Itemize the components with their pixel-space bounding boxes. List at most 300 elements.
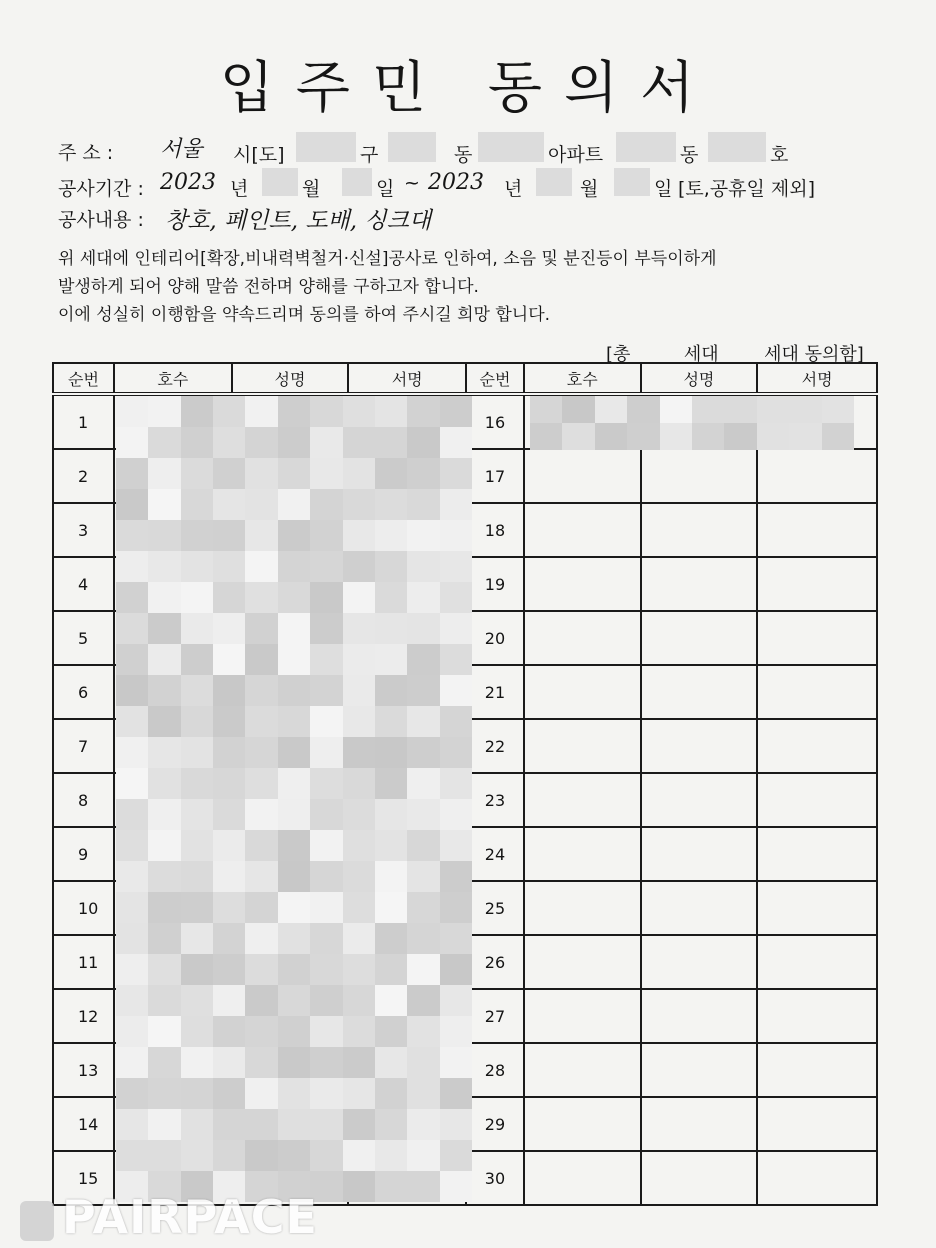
seq-cell: 8: [53, 773, 114, 827]
signature-cell: [757, 449, 877, 503]
mosaic-tile: [245, 954, 277, 985]
signature-cell: [757, 611, 877, 665]
mosaic-tile: [245, 613, 277, 644]
mosaic-tile: [310, 830, 342, 861]
seq-cell: 25: [466, 881, 524, 935]
header-unit-2: 호수: [524, 363, 641, 394]
seq-cell: 16: [466, 394, 524, 449]
mosaic-tile: [245, 985, 277, 1016]
unit-cell: [524, 1043, 641, 1097]
signature-cell: [757, 773, 877, 827]
mosaic-tile: [245, 551, 277, 582]
mosaic-tile: [181, 985, 213, 1016]
mosaic-tile: [213, 675, 245, 706]
mosaic-tile: [148, 892, 180, 923]
mosaic-tile: [181, 830, 213, 861]
mosaic-tile: [530, 423, 562, 450]
mosaic-tile: [343, 799, 375, 830]
signature-cell: [757, 1097, 877, 1151]
mosaic-tile: [343, 892, 375, 923]
mosaic-tile: [213, 1016, 245, 1047]
unit-cell: [524, 503, 641, 557]
mosaic-tile: [278, 861, 310, 892]
mosaic-tile: [375, 923, 407, 954]
mosaic-tile: [310, 1109, 342, 1140]
mosaic-tile: [148, 985, 180, 1016]
redacted-mosaic-left: [116, 396, 472, 1226]
mosaic-tile: [375, 706, 407, 737]
mosaic-tile: [375, 1047, 407, 1078]
mosaic-tile: [440, 830, 472, 861]
unit-cell: [524, 665, 641, 719]
mosaic-tile: [310, 1078, 342, 1109]
mosaic-tile: [530, 396, 562, 423]
mosaic-tile: [148, 1078, 180, 1109]
mosaic-tile: [245, 830, 277, 861]
mosaic-tile: [213, 1078, 245, 1109]
mosaic-tile: [213, 582, 245, 613]
mosaic-tile: [213, 923, 245, 954]
mosaic-tile: [343, 613, 375, 644]
mosaic-tile: [116, 1140, 148, 1171]
mosaic-tile: [789, 396, 821, 423]
mosaic-tile: [343, 737, 375, 768]
name-cell: [641, 719, 758, 773]
mosaic-tile: [407, 985, 439, 1016]
mosaic-tile: [148, 551, 180, 582]
redacted-block: [342, 168, 372, 196]
seq-cell: 19: [466, 557, 524, 611]
header-seq-2: 순번: [466, 363, 524, 394]
mosaic-tile: [213, 1140, 245, 1171]
mosaic-tile: [407, 582, 439, 613]
mosaic-tile: [310, 582, 342, 613]
mosaic-tile: [407, 1109, 439, 1140]
mosaic-tile: [310, 1140, 342, 1171]
mosaic-tile: [148, 706, 180, 737]
mosaic-tile: [278, 644, 310, 675]
seq-cell: 24: [466, 827, 524, 881]
mosaic-tile: [343, 923, 375, 954]
mosaic-tile: [148, 737, 180, 768]
redacted-block: [616, 132, 676, 162]
mosaic-tile: [660, 423, 692, 450]
mosaic-tile: [278, 706, 310, 737]
redacted-block: [296, 132, 356, 162]
address-dong: 동: [454, 144, 473, 166]
mosaic-tile: [116, 985, 148, 1016]
mosaic-tile: [407, 1140, 439, 1171]
mosaic-tile: [213, 489, 245, 520]
mosaic-tile: [310, 1016, 342, 1047]
mosaic-tile: [627, 423, 659, 450]
mosaic-tile: [116, 861, 148, 892]
mosaic-tile: [116, 768, 148, 799]
mosaic-tile: [245, 768, 277, 799]
mosaic-tile: [310, 1047, 342, 1078]
mosaic-tile: [407, 458, 439, 489]
mosaic-tile: [440, 551, 472, 582]
unit-cell: [524, 935, 641, 989]
mosaic-tile: [440, 1109, 472, 1140]
mosaic-tile: [724, 396, 756, 423]
mosaic-tile: [343, 1140, 375, 1171]
mosaic-tile: [116, 675, 148, 706]
mosaic-tile: [407, 830, 439, 861]
mosaic-tile: [116, 520, 148, 551]
header-signature-2: 서명: [757, 363, 877, 394]
watermark: [20, 1190, 318, 1244]
mosaic-tile: [181, 706, 213, 737]
seq-cell: 21: [466, 665, 524, 719]
mosaic-tile: [440, 985, 472, 1016]
seq-cell: 17: [466, 449, 524, 503]
mosaic-tile: [213, 520, 245, 551]
mosaic-tile: [116, 613, 148, 644]
mosaic-tile: [375, 582, 407, 613]
mosaic-tile: [440, 954, 472, 985]
mosaic-tile: [407, 861, 439, 892]
mosaic-tile: [148, 644, 180, 675]
header-seq: 순번: [53, 363, 114, 394]
notice-line-3: 이에 성실히 이행함을 약속드리며 동의를 하여 주시길 희망 합니다.: [58, 305, 551, 325]
mosaic-tile: [245, 1047, 277, 1078]
mosaic-tile: [148, 489, 180, 520]
mosaic-tile: [375, 644, 407, 675]
mosaic-tile: [562, 423, 594, 450]
mosaic-tile: [440, 613, 472, 644]
mosaic-tile: [278, 799, 310, 830]
mosaic-tile: [407, 768, 439, 799]
address-gu: 구: [360, 144, 379, 166]
mosaic-tile: [343, 551, 375, 582]
mosaic-tile: [148, 1016, 180, 1047]
mosaic-tile: [343, 985, 375, 1016]
mosaic-tile: [310, 985, 342, 1016]
mosaic-tile: [375, 520, 407, 551]
seq-cell: 20: [466, 611, 524, 665]
mosaic-tile: [278, 520, 310, 551]
mosaic-tile: [440, 582, 472, 613]
mosaic-tile: [116, 427, 148, 458]
mosaic-tile: [245, 861, 277, 892]
document-title: 입주민 동의서: [219, 56, 717, 121]
mosaic-tile: [407, 427, 439, 458]
seq-cell: 13: [53, 1043, 114, 1097]
mosaic-tile: [245, 706, 277, 737]
mosaic-tile: [375, 861, 407, 892]
mosaic-tile: [181, 520, 213, 551]
redacted-block: [388, 132, 436, 162]
seq-cell: 3: [53, 503, 114, 557]
content-label: 공사내용 :: [58, 209, 144, 231]
signature-cell: [757, 827, 877, 881]
mosaic-tile: [375, 892, 407, 923]
name-cell: [641, 881, 758, 935]
period-wol: 월: [302, 178, 321, 200]
mosaic-tile: [343, 706, 375, 737]
mosaic-tile: [245, 520, 277, 551]
period-il2: 일: [654, 178, 673, 200]
mosaic-tile: [407, 613, 439, 644]
mosaic-tile: [213, 396, 245, 427]
mosaic-tile: [181, 489, 213, 520]
signature-cell: [757, 665, 877, 719]
mosaic-tile: [310, 892, 342, 923]
mosaic-tile: [278, 985, 310, 1016]
mosaic-tile: [440, 1047, 472, 1078]
mosaic-tile: [181, 799, 213, 830]
mosaic-tile: [278, 551, 310, 582]
mosaic-tile: [343, 768, 375, 799]
mosaic-tile: [148, 861, 180, 892]
mosaic-tile: [343, 1078, 375, 1109]
mosaic-tile: [343, 675, 375, 706]
mosaic-tile: [245, 1109, 277, 1140]
mosaic-tile: [407, 923, 439, 954]
mosaic-tile: [310, 923, 342, 954]
mosaic-tile: [181, 396, 213, 427]
name-cell: [641, 449, 758, 503]
mosaic-tile: [627, 396, 659, 423]
mosaic-tile: [148, 396, 180, 427]
mosaic-tile: [407, 1047, 439, 1078]
unit-cell: [524, 1097, 641, 1151]
address-ho: 호: [770, 144, 789, 166]
mosaic-tile: [440, 1140, 472, 1171]
mosaic-tile: [148, 1140, 180, 1171]
mosaic-tile: [343, 1016, 375, 1047]
mosaic-tile: [440, 1171, 472, 1202]
mosaic-tile: [278, 427, 310, 458]
mosaic-tile: [181, 1078, 213, 1109]
seq-cell: 6: [53, 665, 114, 719]
mosaic-tile: [116, 892, 148, 923]
notice-line-1: 위 세대에 인테리어[확장,비내력벽철거·신설]공사로 인하여, 소음 및 분진등이 부득이하게: [58, 249, 717, 269]
name-cell: [641, 1043, 758, 1097]
seq-cell: 4: [53, 557, 114, 611]
redacted-mosaic-right: [530, 396, 854, 450]
mosaic-tile: [213, 706, 245, 737]
mosaic-tile: [440, 892, 472, 923]
mosaic-tile: [278, 1016, 310, 1047]
mosaic-tile: [407, 954, 439, 985]
mosaic-tile: [407, 551, 439, 582]
mosaic-tile: [375, 675, 407, 706]
mosaic-tile: [440, 644, 472, 675]
mosaic-tile: [343, 582, 375, 613]
notice-line-2: 발생하게 되어 양해 말씀 전하며 양해를 구하고자 합니다.: [58, 277, 479, 297]
mosaic-tile: [181, 737, 213, 768]
mosaic-tile: [116, 830, 148, 861]
mosaic-tile: [440, 737, 472, 768]
period-exclude: [토,공휴일 제외]: [678, 178, 816, 200]
mosaic-tile: [213, 985, 245, 1016]
mosaic-tile: [116, 1016, 148, 1047]
mosaic-tile: [181, 892, 213, 923]
period-tilde: ~: [404, 172, 420, 194]
mosaic-tile: [181, 1140, 213, 1171]
mosaic-tile: [278, 923, 310, 954]
mosaic-tile: [310, 768, 342, 799]
mosaic-tile: [757, 396, 789, 423]
mosaic-tile: [245, 396, 277, 427]
header-signature: 서명: [348, 363, 466, 394]
mosaic-tile: [213, 551, 245, 582]
mosaic-tile: [375, 613, 407, 644]
mosaic-tile: [310, 954, 342, 985]
mosaic-tile: [148, 954, 180, 985]
mosaic-tile: [278, 892, 310, 923]
signature-cell: [757, 989, 877, 1043]
mosaic-tile: [245, 1078, 277, 1109]
mosaic-tile: [213, 1109, 245, 1140]
mosaic-tile: [407, 675, 439, 706]
unit-cell: [524, 719, 641, 773]
mosaic-tile: [213, 830, 245, 861]
seq-cell: 15: [53, 1151, 114, 1205]
mosaic-tile: [278, 458, 310, 489]
mosaic-tile: [375, 954, 407, 985]
signature-cell: [757, 935, 877, 989]
mosaic-tile: [407, 706, 439, 737]
mosaic-tile: [407, 644, 439, 675]
mosaic-tile: [278, 1047, 310, 1078]
content-handwritten: 창호, 페인트, 도배, 싱크대: [165, 208, 432, 234]
seq-cell: 9: [53, 827, 114, 881]
address-dong2: 동: [680, 144, 699, 166]
mosaic-tile: [245, 1016, 277, 1047]
mosaic-tile: [343, 644, 375, 675]
total-sedae: 세대: [683, 344, 719, 365]
mosaic-tile: [148, 675, 180, 706]
mosaic-tile: [245, 923, 277, 954]
mosaic-tile: [213, 644, 245, 675]
seq-cell: 18: [466, 503, 524, 557]
mosaic-tile: [724, 423, 756, 450]
mosaic-tile: [440, 1016, 472, 1047]
unit-cell: [524, 773, 641, 827]
mosaic-tile: [407, 520, 439, 551]
mosaic-tile: [440, 675, 472, 706]
mosaic-tile: [278, 737, 310, 768]
mosaic-tile: [245, 427, 277, 458]
header-name: 성명: [232, 363, 349, 394]
header-name-2: 성명: [641, 363, 758, 394]
mosaic-tile: [148, 830, 180, 861]
mosaic-tile: [116, 1109, 148, 1140]
seq-cell: 29: [466, 1097, 524, 1151]
mosaic-tile: [822, 423, 854, 450]
mosaic-tile: [440, 1078, 472, 1109]
mosaic-tile: [116, 954, 148, 985]
signature-cell: [757, 881, 877, 935]
mosaic-tile: [310, 799, 342, 830]
unit-cell: [524, 449, 641, 503]
mosaic-tile: [278, 1140, 310, 1171]
mosaic-tile: [116, 458, 148, 489]
mosaic-tile: [213, 427, 245, 458]
mosaic-tile: [213, 799, 245, 830]
mosaic-tile: [213, 613, 245, 644]
mosaic-tile: [310, 489, 342, 520]
mosaic-tile: [343, 1171, 375, 1202]
mosaic-tile: [181, 675, 213, 706]
period-start-year: 2023: [160, 170, 216, 195]
mosaic-tile: [822, 396, 854, 423]
signature-cell: [757, 1151, 877, 1205]
mosaic-tile: [245, 892, 277, 923]
mosaic-tile: [181, 768, 213, 799]
mosaic-tile: [407, 396, 439, 427]
mosaic-tile: [375, 1078, 407, 1109]
seq-cell: 30: [466, 1151, 524, 1205]
mosaic-tile: [310, 427, 342, 458]
mosaic-tile: [310, 675, 342, 706]
name-cell: [641, 1151, 758, 1205]
mosaic-tile: [310, 458, 342, 489]
mosaic-tile: [213, 768, 245, 799]
name-cell: [641, 773, 758, 827]
mosaic-tile: [181, 861, 213, 892]
mosaic-tile: [181, 1109, 213, 1140]
address-sido: 시[도]: [233, 144, 285, 166]
total-open: [총: [606, 344, 631, 365]
mosaic-tile: [181, 551, 213, 582]
mosaic-tile: [278, 675, 310, 706]
name-cell: [641, 989, 758, 1043]
mosaic-tile: [278, 1078, 310, 1109]
mosaic-tile: [148, 1047, 180, 1078]
redacted-block: [536, 168, 572, 196]
name-cell: [641, 1097, 758, 1151]
header-unit: 호수: [114, 363, 232, 394]
redacted-block: [478, 132, 544, 162]
mosaic-tile: [440, 427, 472, 458]
unit-cell: [524, 989, 641, 1043]
mosaic-tile: [343, 830, 375, 861]
mosaic-tile: [375, 985, 407, 1016]
mosaic-tile: [245, 582, 277, 613]
mosaic-tile: [245, 675, 277, 706]
redacted-block: [262, 168, 298, 196]
mosaic-tile: [148, 768, 180, 799]
mosaic-tile: [407, 1078, 439, 1109]
mosaic-tile: [148, 520, 180, 551]
watermark-text: PAIRPACE: [62, 1190, 318, 1244]
mosaic-tile: [310, 644, 342, 675]
mosaic-tile: [407, 1016, 439, 1047]
seq-cell: 23: [466, 773, 524, 827]
mosaic-tile: [310, 551, 342, 582]
mosaic-tile: [148, 613, 180, 644]
mosaic-tile: [181, 1047, 213, 1078]
mosaic-tile: [278, 396, 310, 427]
mosaic-tile: [343, 861, 375, 892]
mosaic-tile: [116, 923, 148, 954]
address-apt: 아파트: [548, 144, 604, 166]
redacted-block: [614, 168, 650, 196]
mosaic-tile: [213, 458, 245, 489]
mosaic-tile: [757, 423, 789, 450]
unit-cell: [524, 827, 641, 881]
mosaic-tile: [278, 613, 310, 644]
mosaic-tile: [278, 830, 310, 861]
mosaic-tile: [181, 954, 213, 985]
mosaic-tile: [181, 458, 213, 489]
mosaic-tile: [375, 1171, 407, 1202]
mosaic-tile: [116, 396, 148, 427]
